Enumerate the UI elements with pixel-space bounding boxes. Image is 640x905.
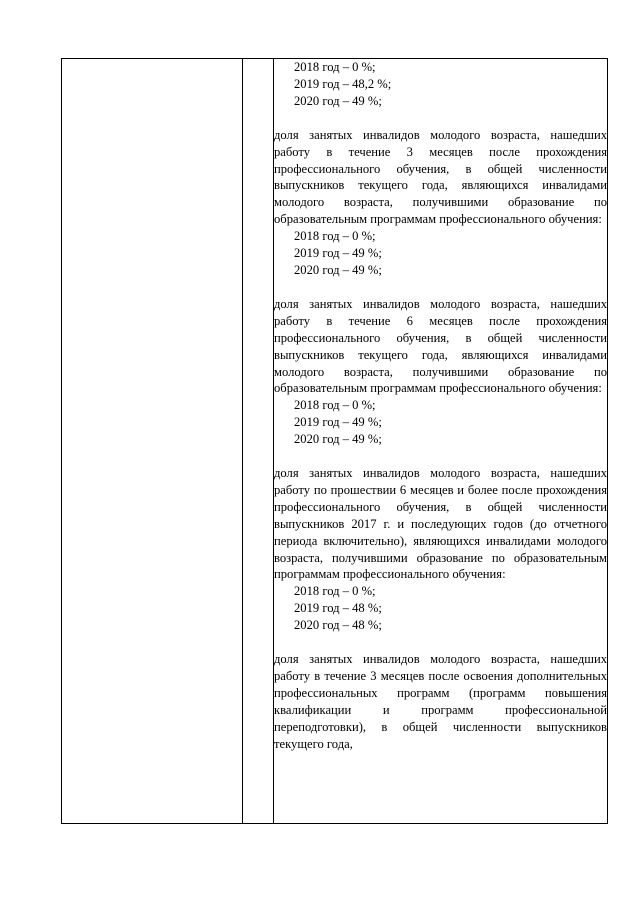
indicator-block bbox=[274, 296, 607, 448]
year-value: 2019 год – 48 %; bbox=[294, 601, 382, 616]
year-value: 2019 год – 49 %; bbox=[294, 246, 382, 261]
year-value: 2020 год – 49 %; bbox=[294, 93, 382, 108]
indicator-table bbox=[61, 58, 608, 824]
table-cell-indicators bbox=[274, 59, 608, 824]
year-value: 2018 год – 0 %; bbox=[294, 60, 376, 74]
table-cell-empty-2 bbox=[243, 59, 274, 824]
year-value: 2019 год – 48,2 %; bbox=[294, 76, 392, 91]
indicator-text: доля занятых инвалидов молодого возраста, нашедших работу в течение 3 месяцев после прохождения профессионального обучения, в общей численности выпускников текущего года, являющихся инвалидами молодого возраста, получившими образование по образовательным программам профессионального обучения: bbox=[274, 127, 607, 227]
indicator-text: доля занятых инвалидов молодого возраста, нашедших работу в течение 3 месяцев после освоения дополнительных профессиональных программ (программ повышения квалификации и программ профессиональной переподготовки), в общей численности выпускников текущего года, bbox=[274, 652, 607, 751]
indicator-text: доля занятых инвалидов молодого возраста, нашедших работу по прошествии 6 месяцев и более после прохождения профессионального обучения, в общей численности выпускников 2017 г. и последующих годов (до отчетного периода включительно), являющихся инвалидами молодого возраста, получившими образование по образовательным программам профессионального обучения: bbox=[274, 466, 607, 582]
table-cell-empty-1 bbox=[62, 59, 243, 824]
year-value: 2018 год – 0 %; bbox=[294, 229, 376, 244]
indicator-block bbox=[274, 651, 607, 752]
indicator-block bbox=[274, 465, 607, 634]
top-years-list bbox=[274, 59, 607, 110]
year-value: 2018 год – 0 %; bbox=[294, 584, 376, 599]
year-value: 2019 год – 49 %; bbox=[294, 415, 382, 430]
indicator-text: доля занятых инвалидов молодого возраста, нашедших работу в течение 6 месяцев после прохождения профессионального обучения, в общей численности выпускников текущего года, являющихся инвалидами молодого возраста, получившими образование по образовательным программам профессионального обучения: bbox=[274, 296, 607, 396]
year-value: 2020 год – 48 %; bbox=[294, 618, 382, 633]
year-value: 2020 год – 49 %; bbox=[294, 432, 382, 447]
year-value: 2018 год – 0 %; bbox=[294, 398, 376, 413]
indicator-block bbox=[274, 127, 607, 279]
table-row bbox=[62, 59, 608, 824]
year-value: 2020 год – 49 %; bbox=[294, 262, 382, 277]
